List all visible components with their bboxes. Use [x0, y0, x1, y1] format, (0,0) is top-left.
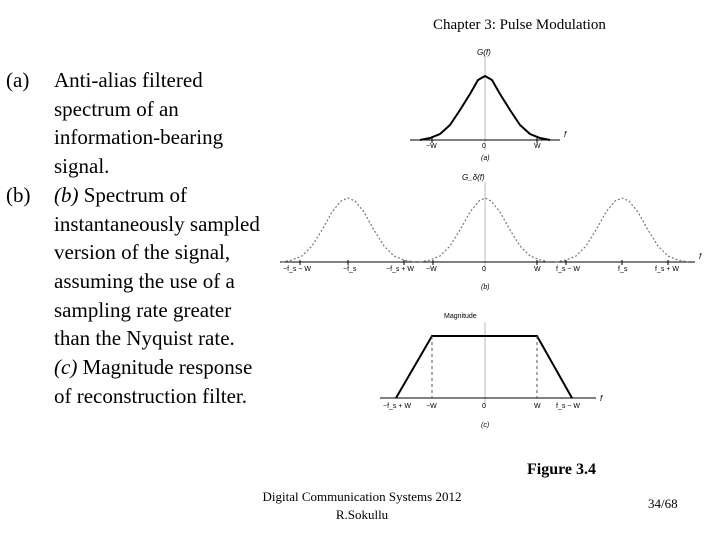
- footer-credit: [232, 488, 492, 524]
- footer-course-title: Digital Communication Systems 2012: [262, 489, 462, 504]
- item-a-text: Anti-alias filtered spectrum of an information-bearing signal.: [54, 68, 224, 179]
- panel-c-label: (c): [481, 422, 490, 429]
- panel-b-tick-label: f_s − W: [556, 266, 580, 273]
- panel-c-filter-response: [396, 336, 572, 398]
- panel-c-tick-label: 0: [482, 403, 486, 410]
- panel-c-tick-label: −W: [426, 403, 437, 410]
- panel-a-tick-label: −W: [426, 143, 437, 150]
- panel-b-right-replica: [556, 198, 688, 262]
- item-b-marker: (b): [6, 182, 31, 207]
- panel-b-tick-label: −f_s + W: [386, 266, 415, 273]
- panel-c-tick-label: f_s − W: [556, 403, 580, 410]
- panel-b-tick-label: f_s + W: [655, 266, 679, 273]
- panel-b-tick-label: 0: [482, 266, 486, 273]
- chapter-title: Chapter 3: Pulse Modulation: [433, 17, 606, 33]
- item-b-text: Spectrum of instantaneously sampled version of the signal, assuming the use of a sampling rate greater than the Nyquist rate.: [54, 182, 260, 351]
- panel-a: [410, 48, 567, 162]
- panel-a-xlabel: f: [564, 130, 567, 139]
- item-c-text: Magnitude response of reconstruction filter.: [54, 355, 253, 408]
- panel-b: [280, 173, 702, 291]
- panel-a-tick-label: 0: [482, 143, 486, 150]
- item-b-lead: (b): [54, 182, 79, 207]
- footer-author: R.Sokullu: [335, 507, 389, 522]
- panel-a-ylabel: G(f): [477, 48, 491, 57]
- panel-b-label: (b): [481, 284, 490, 291]
- panel-b-ylabel: G_δ(f): [462, 173, 485, 182]
- panel-b-tick-label: W: [534, 266, 541, 273]
- panel-b-tick-label: −f_s: [343, 266, 357, 273]
- panel-b-tick-label: f_s: [618, 266, 628, 273]
- panel-a-label: (a): [481, 155, 490, 162]
- page-number: 34/68: [648, 496, 678, 511]
- panel-a-tick-label: W: [534, 143, 541, 150]
- panel-c-ylabel: Magnitude: [444, 313, 477, 320]
- item-a-marker: (a): [6, 68, 30, 92]
- panel-c-tick-label: −f_s + W: [383, 403, 412, 410]
- panel-b-tick-label: −f_s − W: [283, 266, 312, 273]
- panel-c: [380, 313, 603, 429]
- item-c-lead: (c): [54, 355, 78, 380]
- panel-b-tick-label: −W: [426, 266, 437, 273]
- panel-b-left-replica: [282, 198, 414, 262]
- panel-c-xlabel: f: [600, 394, 603, 403]
- figure-caption: Figure 3.4: [527, 461, 597, 478]
- panel-c-tick-label: W: [534, 403, 541, 410]
- panel-b-xlabel: f: [699, 252, 702, 261]
